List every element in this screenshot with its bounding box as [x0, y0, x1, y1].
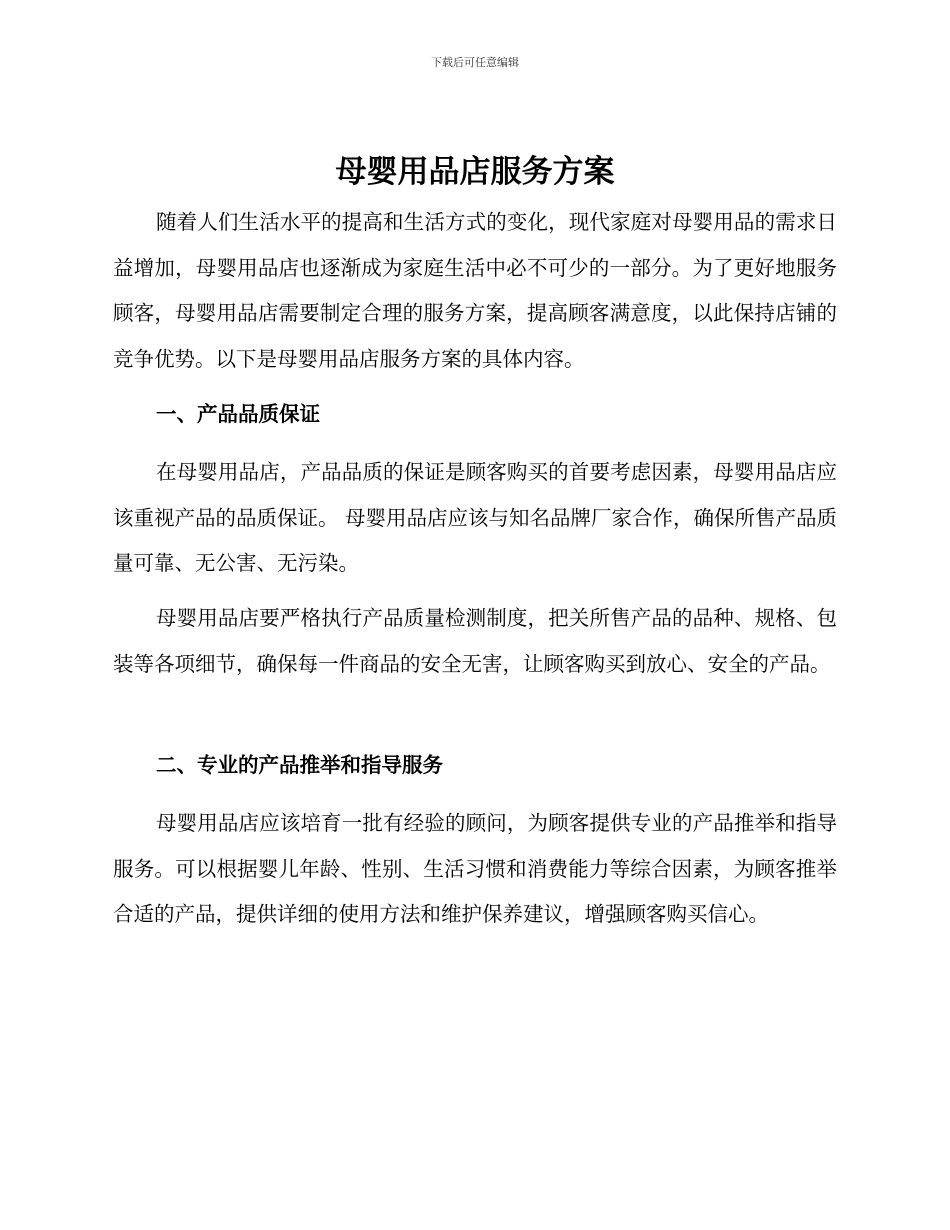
section-2-paragraph-1-block: [113, 801, 837, 938]
section-1-paragraph-2-block: [113, 596, 837, 687]
intro-paragraph: 随着人们生活水平的提高和生活方式的变化，现代家庭对母婴用品的需求日益增加，母婴用品店也逐渐成为家庭生活中必不可少的一部分。为了更好地服务顾客，母婴用品店需要制定合理的服务方案，提高顾客满意度，以此保持店铺的竞争优势。以下是母婴用品店服务方案的具体内容。: [113, 210, 837, 371]
section-2-heading-block: [113, 743, 837, 789]
section-1-heading-block: [113, 392, 837, 438]
section-1-paragraph-1-block: [113, 450, 837, 587]
page-header-note: 下载后可任意编辑: [431, 56, 519, 69]
section-paragraph: 母婴用品店应该培育一批有经验的顾问，为顾客提供专业的产品推举和指导服务。可以根据婴儿年龄、性别、生活习惯和消费能力等综合因素，为顾客推举合适的产品，提供详细的使用方法和维护保养建议，增强顾客购买信心。: [113, 811, 837, 926]
section-paragraph: 母婴用品店要严格执行产品质量检测制度，把关所售产品的品种、规格、包装等各项细节，确保每一件商品的安全无害，让顾客购买到放心、安全的产品。: [113, 606, 837, 676]
section-paragraph: 在母婴用品店，产品品质的保证是顾客购买的首要考虑因素，母婴用品店应该重视产品的品质保证。 母婴用品店应该与知名品牌厂家合作，确保所售产品质量可靠、无公害、无污染。: [113, 460, 838, 575]
section-heading: 二、专业的产品推举和指导服务: [156, 753, 443, 777]
document-title: 母婴用品店服务方案: [335, 154, 615, 190]
section-heading: 一、产品品质保证: [156, 402, 320, 426]
intro-block: [113, 200, 837, 382]
